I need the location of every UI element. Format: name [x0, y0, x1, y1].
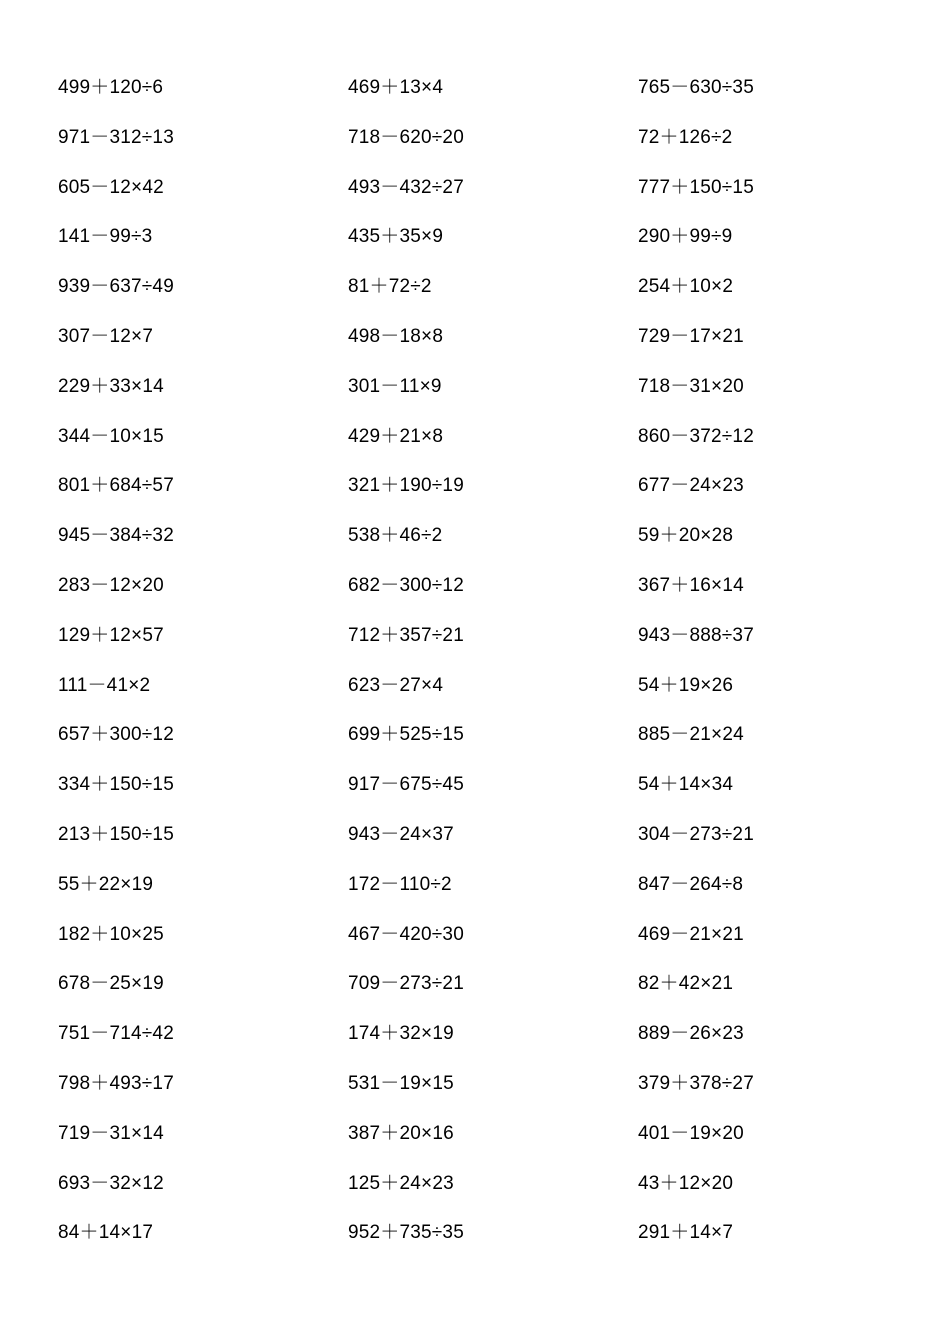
math-problem: 718－31×20 — [638, 375, 744, 397]
math-problem: 229＋33×14 — [58, 375, 164, 397]
math-problem: 777＋150÷15 — [638, 176, 754, 198]
math-problem: 174＋32×19 — [348, 1023, 454, 1045]
math-problem: 678－25×19 — [58, 973, 164, 995]
math-problem: 111－41×2 — [58, 674, 151, 696]
math-problem: 952＋735÷35 — [348, 1222, 464, 1244]
math-problem: 889－26×23 — [638, 1023, 744, 1045]
math-problem: 129＋12×57 — [58, 624, 164, 646]
math-problem: 182＋10×25 — [58, 923, 164, 945]
math-problem: 943－888÷37 — [638, 624, 754, 646]
math-problem: 367＋16×14 — [638, 574, 744, 596]
math-problem: 387＋20×16 — [348, 1122, 454, 1144]
math-problem: 254＋10×2 — [638, 276, 734, 298]
math-problem: 498－18×8 — [348, 325, 444, 347]
math-problem: 623－27×4 — [348, 674, 444, 696]
math-problem: 334＋150÷15 — [58, 774, 174, 796]
math-problem: 283－12×20 — [58, 574, 164, 596]
math-problem: 945－384÷32 — [58, 525, 174, 547]
math-problem: 657＋300÷12 — [58, 724, 174, 746]
math-problem: 172－110÷2 — [348, 873, 452, 895]
math-problem: 719－31×14 — [58, 1122, 164, 1144]
math-problem: 499＋120÷6 — [58, 77, 164, 98]
math-problem: 55＋22×19 — [58, 873, 154, 895]
math-problem: 467－420÷30 — [348, 923, 464, 945]
math-problem: 677－24×23 — [638, 475, 744, 497]
math-problem: 81＋72÷2 — [348, 276, 432, 298]
math-problem: 765－630÷35 — [638, 77, 754, 98]
math-problem: 971－312÷13 — [58, 126, 174, 148]
math-problem: 493－432÷27 — [348, 176, 464, 198]
math-problem: 301－11×9 — [348, 375, 442, 397]
math-problem: 43＋12×20 — [638, 1172, 734, 1194]
math-problem: 712＋357÷21 — [348, 624, 464, 646]
math-problem: 729－17×21 — [638, 325, 744, 347]
math-problem: 344－10×15 — [58, 425, 164, 447]
math-problem: 435＋35×9 — [348, 226, 444, 248]
math-problem: 847－264÷8 — [638, 873, 744, 895]
math-problem: 54＋14×34 — [638, 774, 734, 796]
math-problem: 54＋19×26 — [638, 674, 734, 696]
math-problem: 917－675÷45 — [348, 774, 464, 796]
math-problem: 213＋150÷15 — [58, 823, 174, 845]
problem-column-3 — [638, 70, 918, 1265]
math-problem: 860－372÷12 — [638, 425, 754, 447]
math-problem: 939－637÷49 — [58, 276, 174, 298]
math-problem: 84＋14×17 — [58, 1222, 154, 1244]
math-problem: 82＋42×21 — [638, 973, 734, 995]
math-problem: 943－24×37 — [348, 823, 454, 845]
math-problem: 709－273÷21 — [348, 973, 464, 995]
math-problem: 531－19×15 — [348, 1072, 454, 1094]
math-problem: 682－300÷12 — [348, 574, 464, 596]
math-problem: 59＋20×28 — [638, 525, 734, 547]
math-problem: 401－19×20 — [638, 1122, 744, 1144]
math-problem: 125＋24×23 — [348, 1172, 454, 1194]
math-problem: 141－99÷3 — [58, 226, 153, 248]
math-problem: 798＋493÷17 — [58, 1072, 174, 1094]
math-problem: 693－32×12 — [58, 1172, 164, 1194]
math-problem: 469－21×21 — [638, 923, 744, 945]
problem-column-2 — [348, 70, 628, 1265]
math-problem: 307－12×7 — [58, 325, 154, 347]
math-problem: 469＋13×4 — [348, 77, 444, 98]
math-problem: 379＋378÷27 — [638, 1072, 754, 1094]
math-problem: 291＋14×7 — [638, 1222, 734, 1244]
math-problem: 751－714÷42 — [58, 1023, 174, 1045]
math-problem: 72＋126÷2 — [638, 126, 733, 148]
math-problem: 605－12×42 — [58, 176, 164, 198]
math-problem: 290＋99÷9 — [638, 226, 733, 248]
math-problem: 321＋190÷19 — [348, 475, 464, 497]
math-problem: 699＋525÷15 — [348, 724, 464, 746]
math-problem: 718－620÷20 — [348, 126, 464, 148]
math-problem: 801＋684÷57 — [58, 475, 174, 497]
math-problem: 538＋46÷2 — [348, 525, 443, 547]
problem-column-1 — [58, 70, 338, 1265]
math-problem: 429＋21×8 — [348, 425, 444, 447]
math-problem: 885－21×24 — [638, 724, 744, 746]
math-problem: 304－273÷21 — [638, 823, 754, 845]
